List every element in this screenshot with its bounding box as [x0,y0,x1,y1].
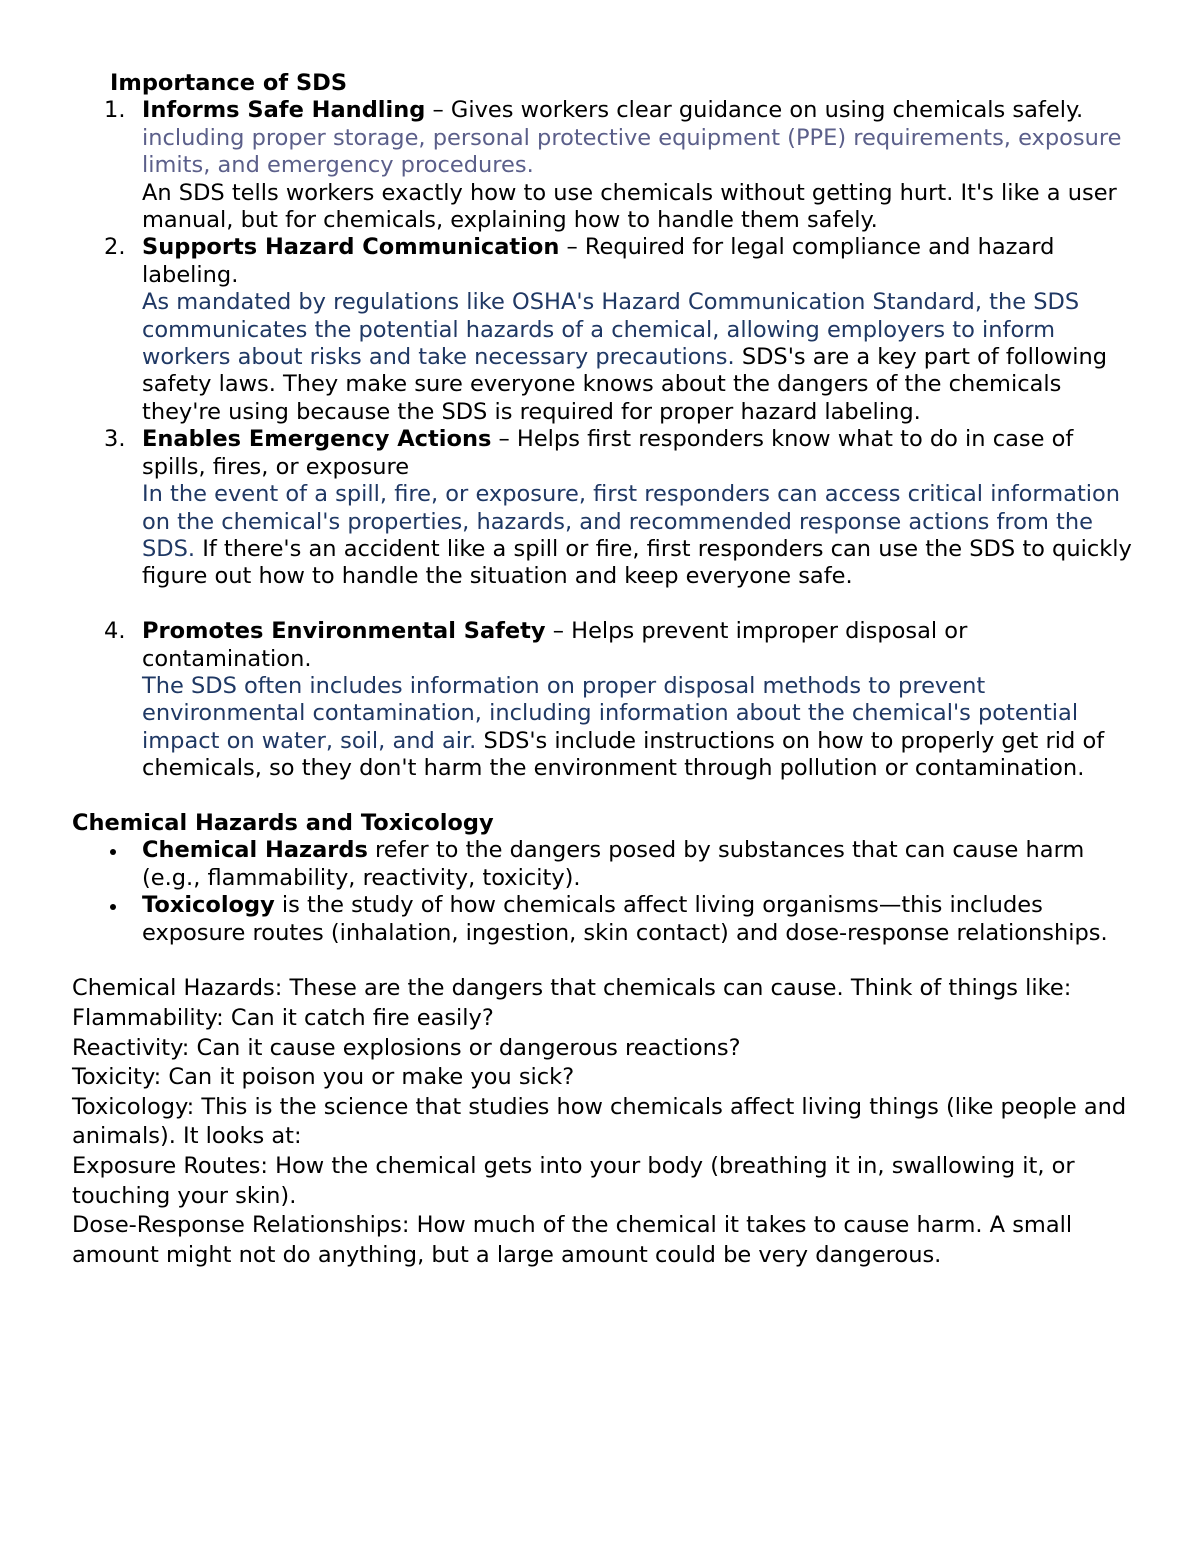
blank-line [72,947,1142,974]
list-item-summary-text: – Gives workers clear guidance on using chemicals safely. [425,97,1084,124]
list-item-heading: Enables Emergency Actions [142,426,492,453]
importance-list [72,97,1142,782]
list-item-plain: If there's an accident like a spill or fire, first responders can use the SDS to quickly figure out how to handle the situation and keep everyone safe. [142,535,1132,590]
paragraph: Flammability: Can it catch fire easily? [72,1004,494,1031]
document-page [72,70,1142,1270]
list-item-detail: The SDS often includes information on proper disposal methods to prevent environmental contamination, including information about the chemical's potential impact on water, soil, and air. [142,672,1079,754]
hazards-bullets [72,837,1142,947]
paragraph: Exposure Routes: How the chemical gets into your body (breathing it in, swallowing it, or touching your skin). [72,1152,1075,1209]
list-item-detail: including proper storage, personal protective equipment (PPE) requirements, exposure limits, and emergency procedures. [142,124,1122,179]
list-item-summary [142,618,1142,673]
blank-line [142,591,1142,618]
list-item-detail-paragraph [142,481,1142,591]
hazards-title: Chemical Hazards and Toxicology [72,809,494,836]
paragraph: Dose-Response Relationships: How much of the chemical it takes to cause harm. A small amount might not do anything, but a large amount could be very dangerous. [72,1212,1073,1268]
bullet-item [72,892,1142,947]
list-item [72,234,1142,426]
list-item-summary-text: – Required for legal compliance and hazard labeling. [142,234,1055,288]
bullet-text: is the study of how chemicals affect living organisms—this includes exposure routes (inhalation, ingestion, skin contact) and dose-response relationships. [142,892,1108,946]
paragraph: Chemical Hazards: These are the dangers that chemicals can cause. Think of things like: [72,975,1072,1002]
list-item-detail: In the event of a spill, fire, or exposure, first responders can access critical information on the chemical's properties, hazards, and recommended response actions from the SDS. [142,481,1121,562]
list-item-plain: SDS's include instructions on how to properly get rid of chemicals, so they don't harm the environment through pollution or contamination. [142,727,1105,782]
list-item-summary [142,97,1142,124]
list-item [72,97,1142,234]
bullet-term: Toxicology [142,892,275,919]
paragraph: Reactivity: Can it cause explosions or dangerous reactions? [72,1034,741,1061]
list-item-heading: Promotes Environmental Safety [142,618,546,645]
list-item-summary-text: – Helps prevent improper disposal or contamination. [142,618,968,672]
bullet-item [72,837,1142,892]
blank-line [72,783,1142,810]
list-item-detail: As mandated by regulations like OSHA's Hazard Communication Standard, the SDS communicates the potential hazards of a chemical, allowing employers to inform workers about risks and take necessary precautions. [142,289,1080,371]
plain-explanation [72,974,1142,1270]
bullet-term: Chemical Hazards [142,837,368,864]
list-item-heading: Supports Hazard Communication [142,234,560,261]
bullet-dot-icon [110,904,116,910]
list-item-summary-text: – Helps first responders know what to do in case of spills, fires, or exposure [142,426,1074,480]
list-item-number: 4. [104,618,126,645]
list-item-detail-paragraph [142,673,1142,783]
list-item-number: 2. [104,234,126,261]
list-item-number: 1. [104,97,126,124]
list-item [72,618,1142,782]
list-item-plain: SDS's are a key part of following safety laws. They make sure everyone knows about the dangers of the chemicals they're using because the SDS is required for proper hazard labeling. [142,344,1108,425]
list-item [72,426,1142,618]
list-item-number: 3. [104,426,126,453]
list-item-detail-paragraph [142,289,1142,426]
list-item-heading: Informs Safe Handling [142,97,426,124]
list-item-summary [142,426,1142,481]
paragraph: Toxicity: Can it poison you or make you sick? [72,1064,575,1091]
list-item-summary [142,234,1142,289]
bullet-text: refer to the dangers posed by substances that can cause harm (e.g., flammability, reactivity, toxicity). [142,837,1085,891]
paragraph: Toxicology: This is the science that studies how chemicals affect living things (like people and animals). It looks at: [72,1093,1127,1150]
list-item-plain: An SDS tells workers exactly how to use chemicals without getting hurt. It's like a user manual, but for chemicals, explaining how to handle them safely. [142,179,1117,234]
importance-title: Importance of SDS [110,70,348,96]
bullet-dot-icon [110,849,116,855]
